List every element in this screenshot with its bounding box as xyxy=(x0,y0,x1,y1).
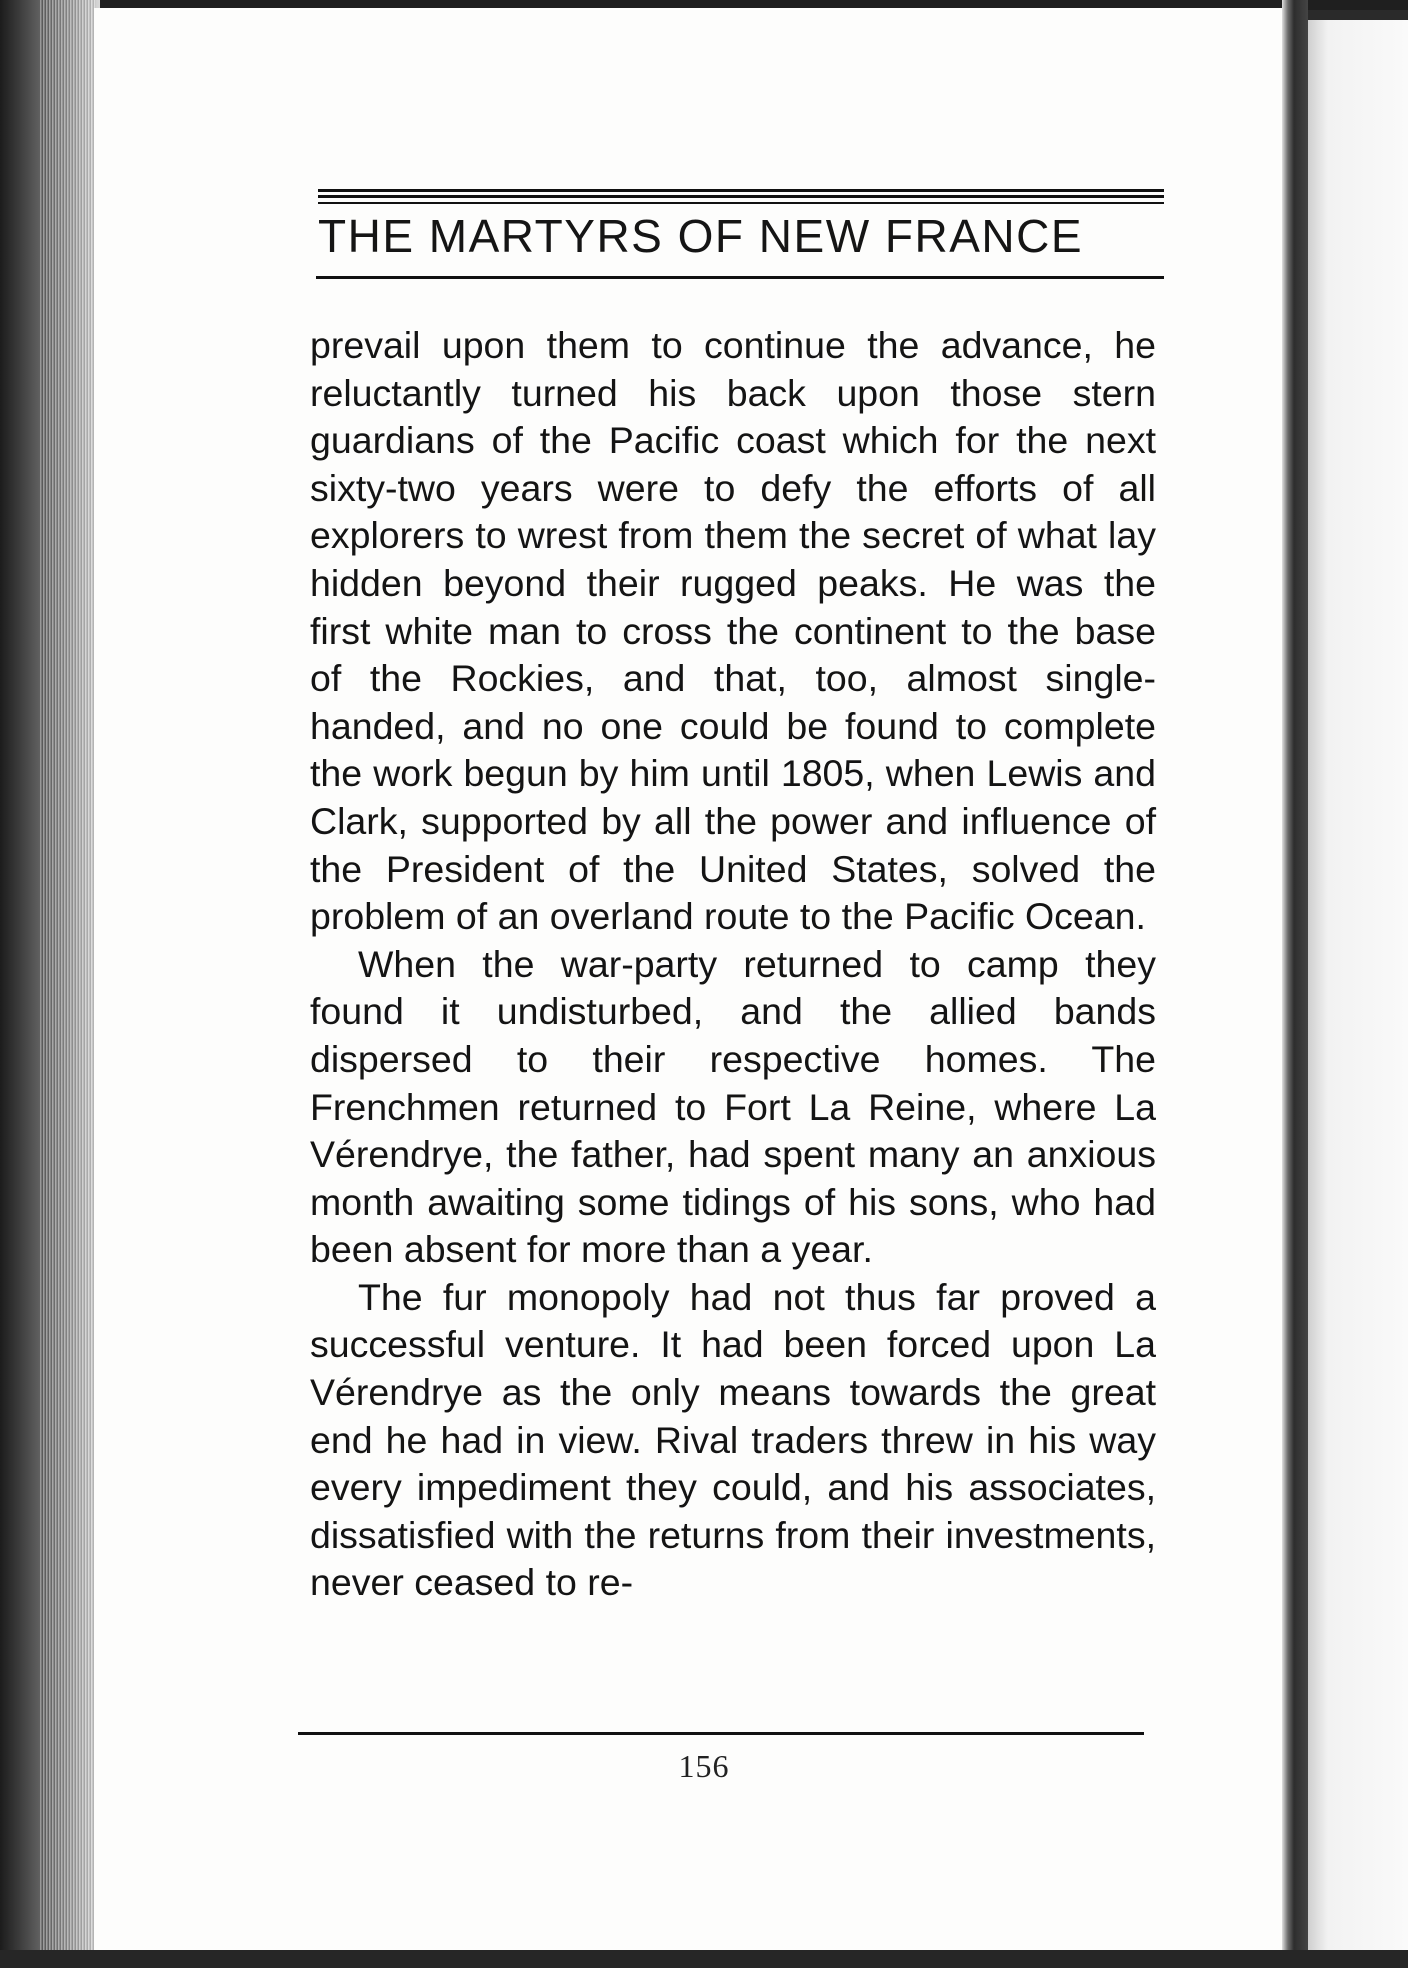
header-rule-top-second xyxy=(318,195,1164,198)
paragraph-continued: prevail upon them to continue the advance, he reluctantly turned his back upon those stern guardians of the Pacific coast which for the next sixty-two years were to defy the efforts of all explorers to wrest from them the secret of what lay hidden beyond their rugged peaks. He was the first white man to cross the continent to the base of the Rockies, and that, too, almost single-handed, and no one could be found to complete the work begun by him until 1805, when Lewis and Clark, supported by all the power and influence of the President of the United States, solved the problem of an overland route to the Pacific Ocean. xyxy=(310,324,1156,938)
header-rule-top-third xyxy=(318,202,1164,204)
paragraph: When the war-party returned to camp they found it undisturbed, and the allied bands dispersed to their respective homes. The Frenchmen returned to Fort La Reine, where La Vérendrye, the father, had spent many an anxious month awaiting some tidings of his sons, who had been absent for more than a year. xyxy=(310,942,1156,1271)
running-header-title: THE MARTYRS OF NEW FRANCE xyxy=(318,210,1084,262)
footer-rule xyxy=(298,1732,1144,1735)
paragraph: The fur monopoly had not thus far proved a successful venture. It had been forced upon La Vérendrye as the only means towards the great end he had in view. Rival traders threw in his way every impediment they could, and his associates, dissatisfied with the returns from their investments, never ceased to re- xyxy=(310,1275,1156,1604)
scan-bottom-border xyxy=(0,1950,1408,1968)
page-number: 156 xyxy=(678,1748,730,1784)
facing-page-sliver xyxy=(1308,20,1408,1950)
header-rule-top xyxy=(318,189,1164,192)
page-stack-edge xyxy=(40,0,96,1968)
gutter-shadow xyxy=(1282,0,1308,1968)
header-rule-bottom xyxy=(316,276,1164,279)
page-body xyxy=(310,322,1156,1607)
